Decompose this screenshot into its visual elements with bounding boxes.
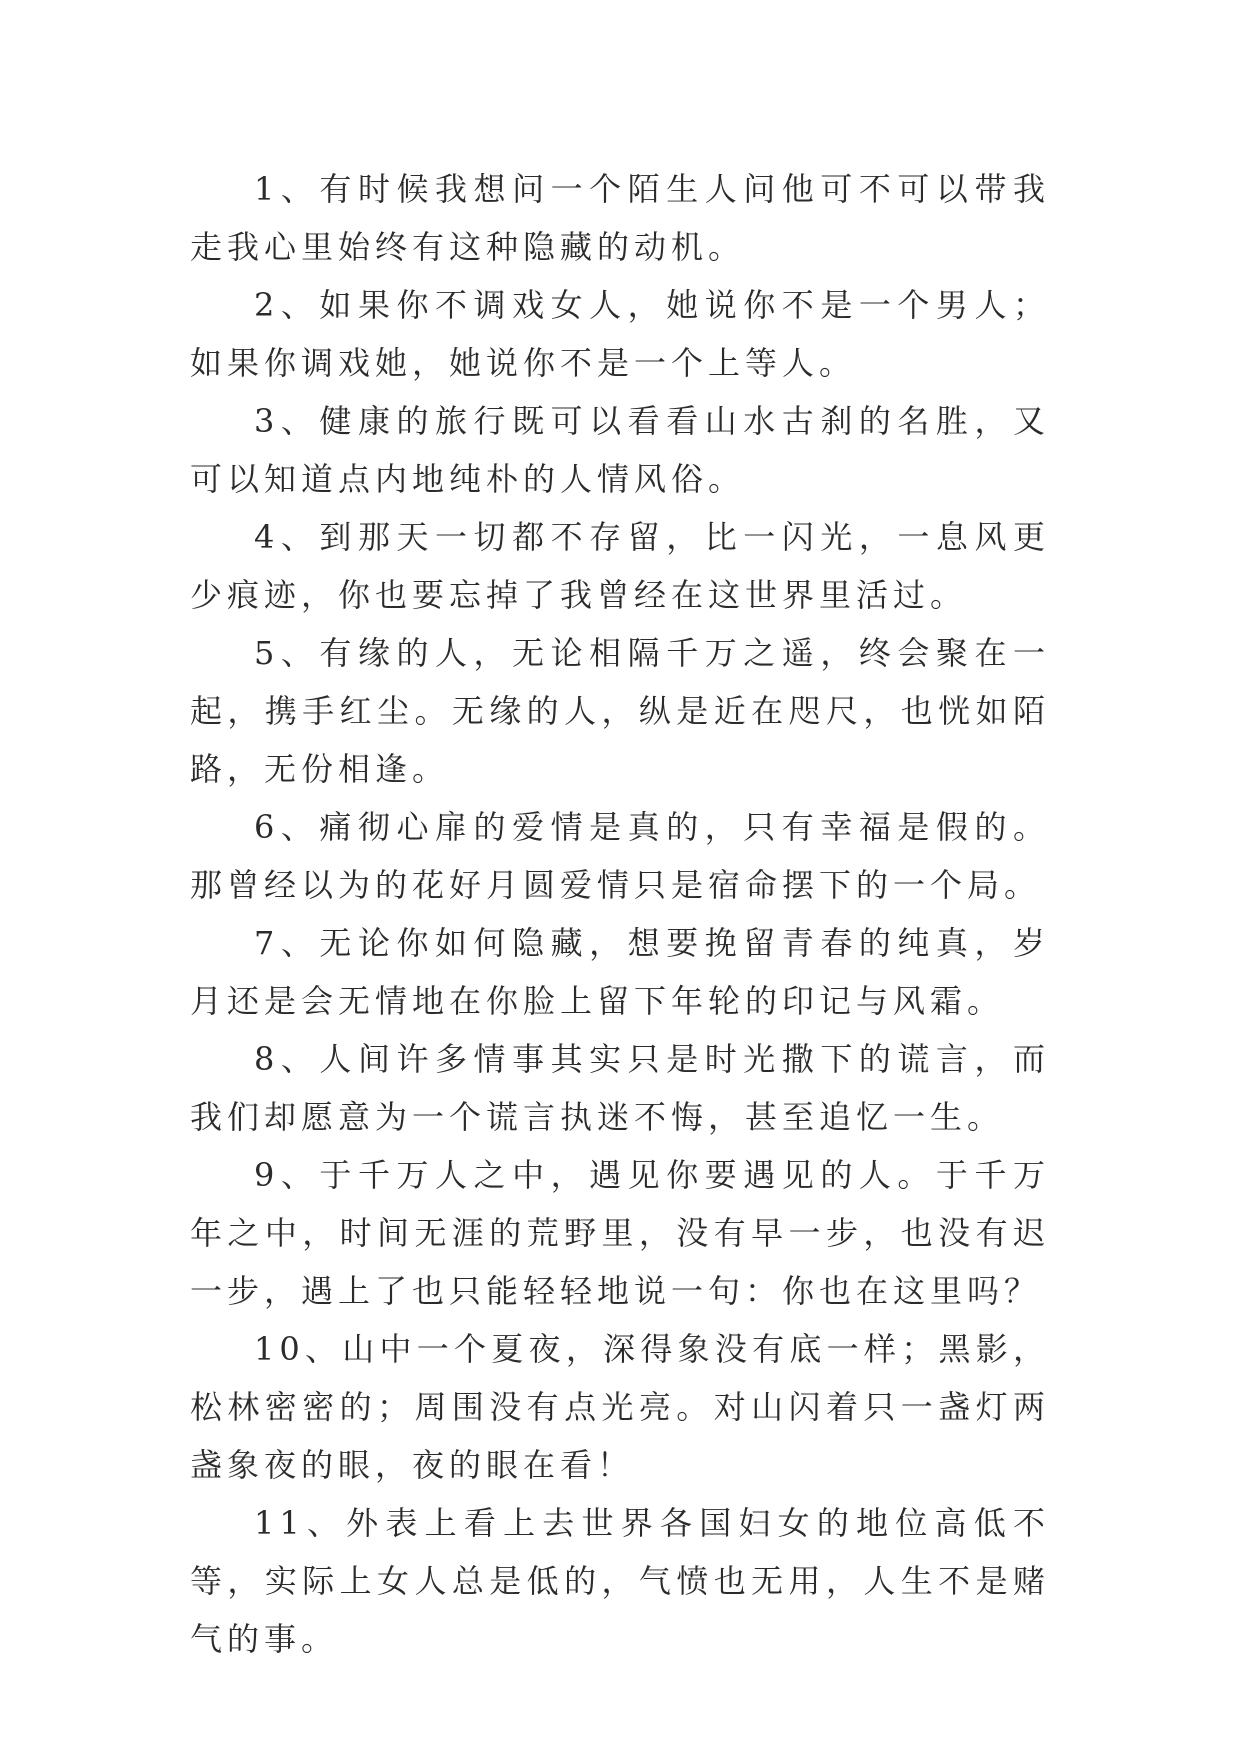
paragraph-10: 10、山中一个夏夜，深得象没有底一样；黑影，松林密密的；周围没有点光亮。对山闪着只一盏灯两盏象夜的眼，夜的眼在看！	[190, 1330, 1050, 1484]
paragraph-9: 9、于千万人之中，遇见你要遇见的人。于千万年之中，时间无涯的荒野里，没有早一步，也没有迟一步，遇上了也只能轻轻地说一句：你也在这里吗？	[190, 1156, 1050, 1310]
paragraph-8: 8、人间许多情事其实只是时光撒下的谎言，而我们却愿意为一个谎言执迷不悔，甚至追忆一生。	[190, 1040, 1050, 1136]
document-body	[190, 160, 1050, 1668]
paragraph-2: 2、如果你不调戏女人，她说你不是一个男人；如果你调戏她，她说你不是一个上等人。	[190, 286, 1050, 382]
paragraph-3: 3、健康的旅行既可以看看山水古刹的名胜，又可以知道点内地纯朴的人情风俗。	[190, 402, 1050, 498]
paragraph-5: 5、有缘的人，无论相隔千万之遥，终会聚在一起，携手红尘。无缘的人，纵是近在咫尺，也恍如陌路，无份相逢。	[190, 634, 1050, 788]
paragraph-7: 7、无论你如何隐藏，想要挽留青春的纯真，岁月还是会无情地在你脸上留下年轮的印记与风霜。	[190, 924, 1050, 1020]
paragraph-6: 6、痛彻心扉的爱情是真的，只有幸福是假的。那曾经以为的花好月圆爱情只是宿命摆下的一个局。	[190, 808, 1050, 904]
paragraph-4: 4、到那天一切都不存留，比一闪光，一息风更少痕迹，你也要忘掉了我曾经在这世界里活过。	[190, 518, 1050, 614]
paragraph-11: 11、外表上看上去世界各国妇女的地位高低不等，实际上女人总是低的，气愤也无用，人生不是赌气的事。	[190, 1504, 1050, 1658]
paragraph-1: 1、有时候我想问一个陌生人问他可不可以带我走我心里始终有这种隐藏的动机。	[190, 170, 1050, 266]
